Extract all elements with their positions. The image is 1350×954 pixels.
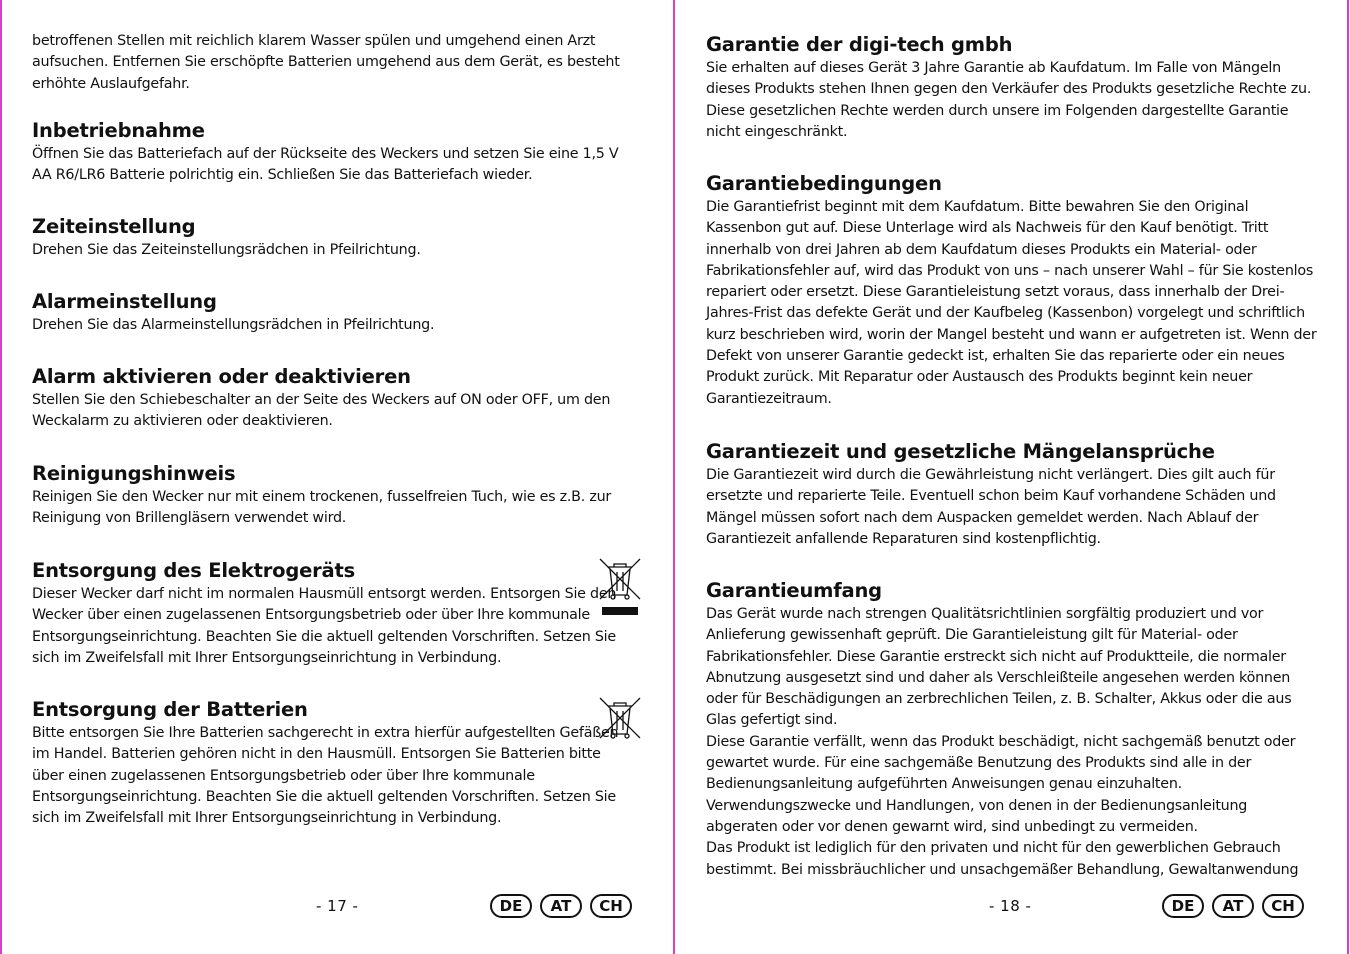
- section-title: Alarmeinstellung: [32, 290, 217, 313]
- section-body: Drehen Sie das Zeiteinstellungsrädchen in Pfeilrichtung.: [32, 242, 421, 258]
- section-paragraph: Diese Garantie verfällt, wenn das Produkt beschädigt, nicht sachgemäß benutzt oder gewartet wurde. Für eine sachgemäße Benutzung des Produkts sind alle in der Bedienungsanleitung aufgeführten Anweisungen genau einzuhalten. Verwendungszwecke und Handlungen, von denen in der Bedienungsanleitung abgeraten oder vor denen gewarnt wird, sind unbedingt zu vermeiden.: [706, 733, 1296, 835]
- section-body: Bitte entsorgen Sie Ihre Batterien sachgerecht in extra hierfür aufgestellten Gefäßen im Handel. Batterien gehören nicht in den Hausmüll. Entsorgen Sie Batterien bitte über einen zugelassenen Entsorgungsbetrieb oder über Ihre kommunale Entsorgungseinrichtung. Beachten Sie die aktuell geltenden Vorschriften. Setzen Sie sich im Zweifelsfall mit Ihrer Entsorgungseinrichtung in Verbindung.: [32, 725, 619, 827]
- section-body: Dieser Wecker darf nicht im normalen Hausmüll entsorgt werden. Entsorgen Sie den Wecker über einen zugelassenen Entsorgungsbetrieb oder über Ihre kommunale Entsorgungseinrichtung. Beachten Sie die aktuell geltenden Vorschriften. Setzen Sie sich im Zweifelsfall mit Ihrer Entsorgungseinrichtung in Verbindung.: [32, 586, 617, 666]
- section-inbetriebnahme: [32, 118, 632, 187]
- section-title: Entsorgung des Elektrogeräts: [32, 559, 356, 582]
- page-number: - 18 -: [989, 897, 1032, 915]
- section-body: Stellen Sie den Schiebeschalter an der Seite des Weckers auf ON oder OFF, um den Weckalarm zu aktivieren oder deaktivieren.: [32, 392, 611, 430]
- section-paragraph: Das Gerät wurde nach strengen Qualitätsrichtlinien sorgfältig produziert und vor Anlieferung gewissenhaft geprüft. Die Garantieleistung gilt für Material- oder Fabrikationsfehler. Diese Garantie erstreckt sich nicht auf Produktteile, die normaler Abnutzung ausgesetzt sind und daher als Verschleißteile angesehen werden können oder für Beschädigungen an zerbrechlichen Teilen, z. B. Schalter, Akkus oder die aus Glas gefertigt sind.: [706, 606, 1292, 729]
- country-badge-ch: CH: [1262, 894, 1304, 918]
- country-badge-at: AT: [1212, 894, 1254, 918]
- left-page: [2, 0, 674, 954]
- section-title: Garantiebedingungen: [706, 172, 942, 195]
- section-body: Öffnen Sie das Batteriefach auf der Rückseite des Weckers und setzen Sie eine 1,5 V AA R6/LR6 Batterie polrichtig ein. Schließen Sie das Batteriefach wieder.: [32, 146, 619, 184]
- crossed-bin-icon: [598, 696, 642, 740]
- section-body: Reinigen Sie den Wecker nur mit einem trockenen, fusselfreien Tuch, wie es z.B. zur Reinigung von Brillengläsern verwendet wird.: [32, 489, 612, 527]
- section-zeiteinstellung: [32, 214, 632, 261]
- section-title: Alarm aktivieren oder deaktivieren: [32, 365, 411, 388]
- section-title: Reinigungshinweis: [32, 462, 236, 485]
- section-body: Die Garantiezeit wird durch die Gewährleistung nicht verlängert. Dies gilt auch für ersetzte und reparierte Teile. Eventuell schon beim Kauf vorhandene Schäden und Mängel müssen sofort nach dem Auspacken gemeldet werden. Nach Ablauf der Garantiezeit anfallende Reparaturen sind kostenpflichtig.: [706, 467, 1276, 547]
- section-title: Zeiteinstellung: [32, 215, 196, 238]
- section-paragraph: Das Produkt ist lediglich für den privaten und nicht für den gewerblichen Gebrauch bestimmt. Bei missbräuchlicher und unsachgemäßer Behandlung, Gewaltanwendung: [706, 840, 1299, 878]
- section-garantieumfang: [706, 578, 1318, 881]
- country-badges: [1162, 894, 1304, 918]
- crossed-bin-icon: [598, 557, 642, 621]
- section-entsorgung-elektrogeraet: [32, 558, 632, 669]
- page-number: - 17 -: [316, 897, 359, 915]
- country-badge-de: DE: [1162, 894, 1204, 918]
- section-reinigungshinweis: [32, 461, 632, 530]
- section-body: Sie erhalten auf dieses Gerät 3 Jahre Garantie ab Kaufdatum. Im Falle von Mängeln dieses Produkts stehen Ihnen gegen den Verkäufer des Produkts gesetzliche Rechte zu. Diese gesetzlichen Rechte werden durch unsere im Folgenden dargestellte Garantie nicht eingeschränkt.: [706, 60, 1312, 140]
- section-body: Die Garantiefrist beginnt mit dem Kaufdatum. Bitte bewahren Sie den Original Kassenbon gut auf. Diese Unterlage wird als Nachweis für den Kauf benötigt. Tritt innerhalb von drei Jahren ab dem Kaufdatum dieses Produkts ein Material- oder Fabrikationsfehler auf, wird das Produkt von uns – nach unserer Wahl – für Sie kostenlos repariert oder ersetzt. Diese Garantieleistung setzt voraus, dass innerhalb der Drei-Jahres-Frist das defekte Gerät und der Kaufbeleg (Kassenbon) vorgelegt und schriftlich kurz beschrieben wird, worin der Mangel besteht und wann er aufgetreten ist. Wenn der Defekt von unserer Garantie gedeckt ist, erhalten Sie das reparierte oder ein neues Produkt zurück. Mit Reparatur oder Austausch des Produkts beginnt kein neuer Garantiezeitraum.: [706, 199, 1317, 407]
- intro-paragraph: [32, 31, 632, 95]
- country-badge-at: AT: [540, 894, 582, 918]
- section-title: Garantiezeit und gesetzliche Mängelansprüche: [706, 440, 1215, 463]
- section-alarm-aktivieren: [32, 364, 632, 433]
- country-badge-de: DE: [490, 894, 532, 918]
- section-entsorgung-batterien: [32, 697, 632, 829]
- section-title: Entsorgung der Batterien: [32, 698, 308, 721]
- section-alarmeinstellung: [32, 289, 632, 336]
- section-garantie: [706, 32, 1318, 143]
- right-page: [676, 0, 1348, 954]
- country-badges: [490, 894, 632, 918]
- country-badge-ch: CH: [590, 894, 632, 918]
- section-title: Inbetriebnahme: [32, 119, 205, 142]
- section-body: Drehen Sie das Alarmeinstellungsrädchen in Pfeilrichtung.: [32, 317, 435, 333]
- intro-text: betroffenen Stellen mit reichlich klarem Wasser spülen und umgehend einen Arzt aufsuchen. Entfernen Sie erschöpfte Batterien umgehend aus dem Gerät, es besteht erhöhte Auslaufgefahr.: [32, 33, 620, 92]
- section-garantiebedingungen: [706, 171, 1318, 410]
- section-title: Garantie der digi-tech gmbh: [706, 33, 1013, 56]
- section-title: Garantieumfang: [706, 579, 882, 602]
- section-garantiezeit: [706, 439, 1318, 550]
